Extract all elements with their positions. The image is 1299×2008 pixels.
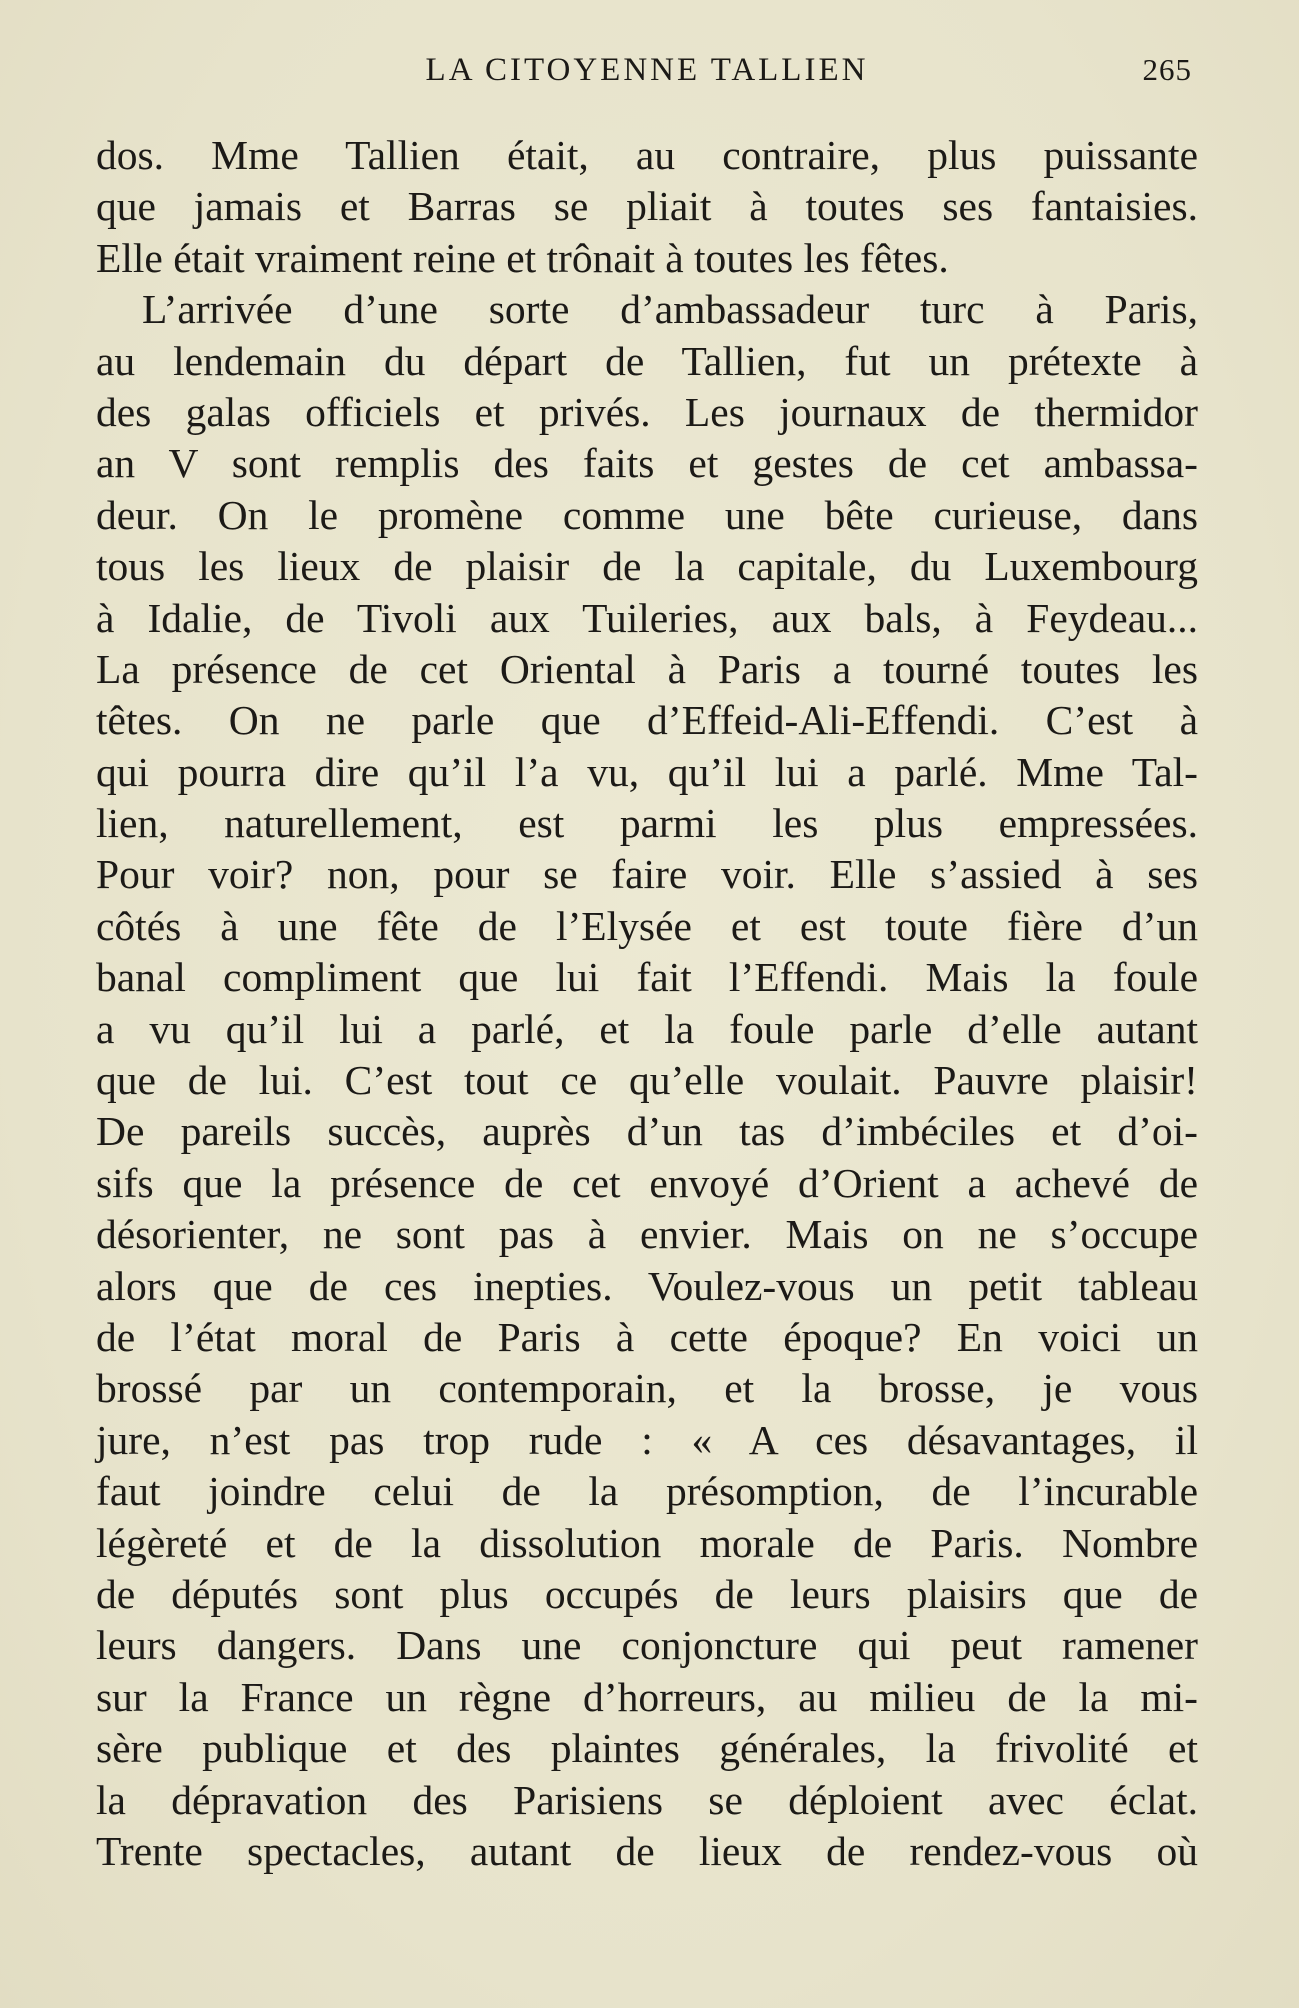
- text-line: qui pourra dire qu’il l’a vu, qu’il lui a parlé. Mme Tal-: [96, 748, 1198, 795]
- text-line: brossé par un contemporain, et la brosse, je vous: [96, 1365, 1198, 1412]
- text-line: banal compliment que lui fait l’Effendi. Mais la foule: [96, 954, 1198, 1001]
- text-line: alors que de ces inepties. Voulez-vous un petit tableau: [96, 1262, 1198, 1309]
- text-line: de l’état moral de Paris à cette époque? En voici un: [96, 1313, 1198, 1360]
- text-line: que jamais et Barras se pliait à toutes ses fantaisies.: [96, 183, 1198, 230]
- body-text: [96, 130, 1198, 1877]
- text-line: à Idalie, de Tivoli aux Tuileries, aux bals, à Feydeau...: [96, 594, 1198, 641]
- text-line: légèreté et de la dissolution morale de Paris. Nombre: [96, 1519, 1198, 1566]
- text-line: faut joindre celui de la présomption, de l’incurable: [96, 1468, 1198, 1515]
- text-line: L’arrivée d’une sorte d’ambassadeur turc à Paris,: [142, 286, 1198, 333]
- text-line: leurs dangers. Dans une conjoncture qui peut ramener: [96, 1622, 1198, 1669]
- text-line: Pour voir? non, pour se faire voir. Elle s’assied à ses: [96, 851, 1198, 898]
- text-line: a vu qu’il lui a parlé, et la foule parle d’elle autant: [96, 1005, 1198, 1052]
- text-line: sur la France un règne d’horreurs, au milieu de la mi-: [96, 1673, 1198, 1720]
- text-line: La présence de cet Oriental à Paris a tourné toutes les: [96, 645, 1198, 692]
- page-header: [96, 52, 1198, 102]
- text-line: des galas officiels et privés. Les journaux de thermidor: [96, 388, 1198, 435]
- text-line: an V sont remplis des faits et gestes de cet ambassa-: [96, 440, 1198, 487]
- text-line: dos. Mme Tallien était, au contraire, plus puissante: [96, 132, 1198, 178]
- text-line: deur. On le promène comme une bête curieuse, dans: [96, 491, 1198, 538]
- text-line: de députés sont plus occupés de leurs plaisirs que de: [96, 1570, 1198, 1617]
- text-line: au lendemain du départ de Tallien, fut un prétexte à: [96, 337, 1198, 384]
- text-line: désorienter, ne sont pas à envier. Mais on ne s’occupe: [96, 1211, 1198, 1258]
- text-line: sifs que la présence de cet envoyé d’Orient a achevé de: [96, 1159, 1198, 1206]
- text-line: côtés à une fête de l’Elysée et est toute fière d’un: [96, 902, 1198, 949]
- text-line: la dépravation des Parisiens se déploient avec éclat.: [96, 1776, 1198, 1823]
- text-line: sère publique et des plaintes générales, la frivolité et: [96, 1725, 1198, 1772]
- text-line: tous les lieux de plaisir de la capitale, du Luxembourg: [96, 543, 1198, 590]
- running-title: LA CITOYENNE TALLIEN: [425, 52, 869, 88]
- text-line: Elle était vraiment reine et trônait à toutes les fêtes.: [96, 234, 949, 281]
- text-line: lien, naturellement, est parmi les plus empressées.: [96, 800, 1198, 847]
- text-line: que de lui. C’est tout ce qu’elle voulait. Pauvre plaisir!: [96, 1057, 1198, 1104]
- text-line: têtes. On ne parle que d’Effeid-Ali-Effendi. C’est à: [96, 697, 1198, 744]
- text-line: jure, n’est pas trop rude : « A ces désavantages, il: [96, 1416, 1198, 1463]
- page-number: 265: [1142, 52, 1192, 87]
- text-line: Trente spectacles, autant de lieux de rendez-vous où: [96, 1827, 1198, 1874]
- text-line: De pareils succès, auprès d’un tas d’imbéciles et d’oi-: [96, 1108, 1198, 1155]
